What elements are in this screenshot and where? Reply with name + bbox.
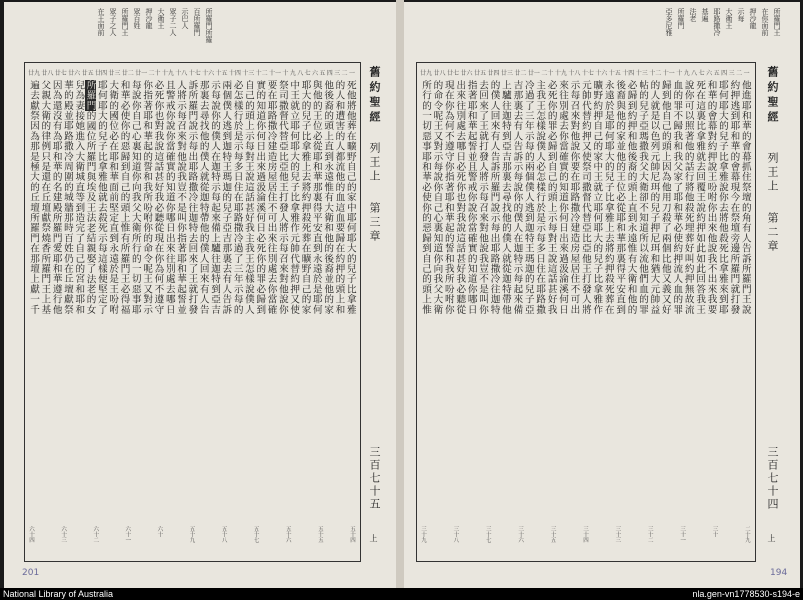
- verse-marker: 一: [743, 70, 750, 77]
- left-bottom-notes: [28, 526, 355, 550]
- verse-marker: 十八: [568, 70, 581, 77]
- bottom-note: 五十九: [188, 526, 195, 543]
- verse-marker: 五: [713, 70, 720, 77]
- text-column: 約押逃到耶和華的會幕現今在祭壇旁邊所羅門就打發: [728, 80, 740, 315]
- highlighted-name: 所羅門: [84, 80, 96, 111]
- text-column: 要在耶路撒冷建造房屋居住不可出來往別處去你當確: [265, 80, 277, 315]
- top-note: 所羅門: [677, 8, 685, 29]
- text-column: 指著耶和華起誓並且警戒你說你當確實的知道你哪日: [465, 80, 477, 315]
- right-running-chapter: 第二章: [766, 212, 779, 254]
- bottom-note: 五十五: [316, 526, 323, 543]
- text-column: 和華的會幕對約押說王吩咐你出來他說我不出來我要: [705, 80, 717, 315]
- text-column: 帖的兒子亞瑪撒我父大衛卻不知道所以流他們血的罪: [637, 80, 649, 315]
- text-column: 遍去獻祭因為那是極大的丘壇所羅門在那壇上獻一千: [28, 80, 39, 315]
- top-note: 眾子之人: [109, 8, 117, 36]
- text-column: 元帥代替約押又使祭司撒督代替亞比亞他王打發人將: [579, 80, 591, 315]
- verse-marker: 十七: [581, 70, 594, 77]
- text-column: 主我王怎樣說僕人必怎樣行於是示每多日住在耶路撒: [534, 80, 546, 315]
- bottom-note: 二十九: [743, 526, 750, 543]
- bottom-note: 五十六: [284, 526, 291, 543]
- top-note: 百所羅門: [193, 8, 201, 36]
- top-note: 示每: [737, 8, 745, 22]
- verse-marker: 三: [728, 70, 735, 77]
- verse-marker: 十: [282, 70, 289, 77]
- text-column: 死在這裏比拿雅就去回覆王說約押如此如此回答我王: [694, 80, 706, 315]
- text-column: 耶何耶大的兒子比拿雅他就去殺死示每這樣便堅定了: [95, 80, 107, 315]
- verse-marker: 二十: [541, 70, 554, 77]
- verse-marker: 廿二: [121, 70, 134, 77]
- verse-marker: 九: [683, 70, 690, 77]
- bottom-note: 三十八: [452, 526, 459, 543]
- footer-identifier: nla.gen-vn1778530-s194-e: [692, 589, 800, 599]
- verse-marker: 十二: [649, 70, 662, 77]
- verse-marker: 廿九: [420, 70, 433, 77]
- bottom-note: 三十一: [679, 526, 686, 543]
- bottom-note: 三十二: [646, 526, 653, 543]
- text-column: 華的殿並耶路撒冷周圍的城牆那時百姓仍在丘壇獻祭: [61, 80, 73, 315]
- right-text-columns: [420, 80, 750, 520]
- verse-marker: 十二: [255, 70, 268, 77]
- text-column: 自己的頭上示每對王說這話甚好我主我王怎樣說僕人: [242, 80, 254, 315]
- text-column: 必死你的罪必歸到自己的頭上示每對王說這話甚好我: [545, 80, 557, 315]
- text-column: 冷過了三年示每的兩個僕人逃到迦特王瑪迦的兒子亞: [522, 80, 534, 315]
- verse-marker: 二: [341, 70, 348, 77]
- text-column: 且警戒你說你當確實的知道你哪日出來往別處去哪日: [163, 80, 175, 315]
- bottom-note: 六十三: [60, 526, 67, 543]
- top-note: 示巴人: [181, 8, 189, 29]
- verse-marker: 十七: [188, 70, 201, 77]
- text-column: 的命令呢王又對示每說你自己心裏知道你向我父大衛: [431, 80, 443, 315]
- text-column: 必怎樣行於是示每多日住在耶路撒冷過了三年示每的: [231, 80, 243, 315]
- verse-marker: 十九: [554, 70, 567, 77]
- verse-marker: 二: [736, 70, 743, 77]
- verse-marker: 六: [706, 70, 713, 77]
- top-note: 大衛王: [725, 8, 733, 29]
- bottom-note: 五十八: [220, 526, 227, 543]
- top-note: 在你面前: [761, 8, 769, 36]
- bottom-note: 六十一: [124, 526, 131, 543]
- right-top-notes: [600, 8, 780, 54]
- verse-marker: 廿八: [433, 70, 446, 77]
- footer-source: National Library of Australia: [3, 589, 114, 599]
- verse-marker: 廿六: [68, 70, 81, 77]
- verse-marker: 八: [691, 70, 698, 77]
- top-note: 所羅門王: [121, 8, 129, 36]
- bottom-note: 六十四: [28, 526, 34, 543]
- top-note: 耶路撒冷: [713, 8, 721, 36]
- left-volume-mark: 上: [369, 534, 378, 542]
- verse-marker: 廿三: [108, 70, 121, 77]
- verse-marker: 十一: [662, 70, 675, 77]
- top-note: 法老: [689, 8, 697, 22]
- bottom-note: 三十四: [581, 526, 588, 543]
- text-column: 後裔與他的家並他的王位必從耶和華那裏得平安直到: [614, 80, 626, 315]
- verse-marker: 十六: [202, 70, 215, 77]
- left-text-columns: [28, 80, 355, 520]
- verse-marker: 廿五: [81, 70, 94, 77]
- verse-marker: 十: [676, 70, 683, 77]
- verse-marker: 十八: [175, 70, 188, 77]
- verse-marker: 十五: [608, 70, 621, 77]
- text-column: 死他將他葬在曠野自己的家中耶何耶大的兒子比拿雅: [344, 80, 356, 315]
- text-column: 中王就立耶何耶大的兒子比拿雅作元帥代替約押又使: [288, 80, 300, 315]
- text-column: 因為還沒有為耶和華的名建殿所羅門愛耶和華遵行他: [50, 80, 62, 315]
- bottom-note: 五十四: [348, 526, 355, 543]
- text-column: 必歸到約押和他後裔的頭上直到永遠惟有大衛和他的: [625, 80, 637, 315]
- verse-marker: 七: [698, 70, 705, 77]
- footer-bar: [0, 588, 803, 600]
- text-column: 兒為妻接她進入大衛城直等到造完了自己的宮和耶和: [73, 80, 85, 315]
- verse-marker: 十五: [215, 70, 228, 77]
- verse-marker: 四: [326, 70, 333, 77]
- bottom-note: 三十九: [420, 526, 426, 543]
- text-column: 吉那裏去有人告訴示每說你的僕人在迦特示每起來備: [511, 80, 523, 315]
- text-column: 示每召來對他說你要在耶路撒冷建造房屋居住不可出: [568, 80, 580, 315]
- text-column: 血的罪不歸我和我父家了耶和華必使約押流人血的罪: [671, 80, 683, 315]
- bottom-note: 三十五: [549, 526, 556, 543]
- right-page: [404, 2, 800, 588]
- verse-marker: 四: [721, 70, 728, 77]
- right-running-book: 列王上: [766, 152, 779, 194]
- verse-marker: 廿六: [460, 70, 473, 77]
- bottom-note: 六十二: [92, 526, 99, 543]
- text-column: 曠野約押自己的家中王就立耶何耶大的兒子比拿雅作: [591, 80, 603, 315]
- left-page: [4, 2, 396, 588]
- left-running-book: 列王上: [368, 142, 381, 184]
- verse-marker: 八: [297, 70, 304, 77]
- text-column: 的僕人回來有人告訴所羅門說示每出耶路撒冷往迦特: [488, 80, 500, 315]
- left-pencil-mark: 201: [22, 568, 40, 578]
- text-column: 必死你也對我說這話甚好我必聽從現在你為何不遵守: [152, 80, 164, 315]
- bottom-note: 三十七: [484, 526, 491, 543]
- text-column: 的人和遭害的人都流他的血這血要歸在約押的頭上和: [333, 80, 345, 315]
- right-verse-ruler: [420, 68, 750, 77]
- bottom-note: 五十七: [252, 526, 259, 543]
- text-column: 祭司撒督代替亞比亞他王打發人將示每召來對他說你: [276, 80, 288, 315]
- text-column: 的人就是以色列元帥尼珥的兒子押尼珥和猶大元帥益: [648, 80, 660, 315]
- verse-marker: 十三: [635, 70, 648, 77]
- verse-marker: 二十: [148, 70, 161, 77]
- top-note: 眾子二人: [169, 8, 177, 36]
- top-note: 押沙龍: [145, 8, 153, 29]
- right-volume-mark: 上: [767, 534, 776, 542]
- text-column: 大衛的國位必在耶和華面前堅定直到永遠於是王吩咐: [107, 80, 119, 315]
- text-column: 和華必使你的惡歸到自己的頭上惟有所羅門王必得福: [118, 80, 130, 315]
- text-column: 去回來了王就打發人將示每召來對他說我豈不是叫你: [477, 80, 489, 315]
- verse-marker: 六: [311, 70, 318, 77]
- bottom-note: 三十六: [517, 526, 524, 543]
- verse-marker: 廿七: [54, 70, 67, 77]
- verse-marker: 廿七: [446, 70, 459, 77]
- text-column: 歸到他自己的頭上因為他用刀殺了兩個比他又義又好: [659, 80, 671, 315]
- text-column: 那裏去尋找他的僕人就從迦特帶他的僕人回來有人告: [197, 80, 209, 315]
- verse-marker: 十三: [242, 70, 255, 77]
- verse-marker: 十四: [622, 70, 635, 77]
- text-column: 說你可以照著他的話行將他殺死埋葬好叫約押無故流: [682, 80, 694, 315]
- verse-marker: 一: [348, 70, 355, 77]
- text-column: 出來往別處去哪日必死你也對我說這話甚好我必聽從: [454, 80, 466, 315]
- verse-marker: 十四: [228, 70, 241, 77]
- text-column: 訴所羅門說示每出耶路撒冷往迦特去回來了王就打發: [186, 80, 198, 315]
- verse-marker: 廿八: [41, 70, 54, 77]
- right-page-number: 三百七十四: [766, 446, 779, 511]
- text-column: 示每說你的僕人在迦特示每起來備上驢往迦特到亞吉: [209, 80, 220, 315]
- left-running-title: 舊約聖經: [368, 66, 381, 126]
- text-column: 他後裔的頭上直到永遠惟有大衛和他的後裔並他的家: [322, 80, 334, 315]
- text-column: 父親大衛的律例只是還在丘壇獻祭燒香所羅門王上基: [39, 80, 51, 315]
- verse-marker: 九: [289, 70, 296, 77]
- book-gutter: [396, 0, 404, 588]
- right-pencil-mark: 194: [770, 568, 788, 578]
- verse-marker: 廿一: [527, 70, 540, 77]
- verse-marker: 廿四: [94, 70, 107, 77]
- top-note: 在王面前: [97, 8, 105, 36]
- text-column: 人將示每召來對他說我豈不是叫你指著耶和華起誓並: [175, 80, 187, 315]
- verse-marker: 廿一: [135, 70, 148, 77]
- bottom-note: 三十: [711, 526, 718, 537]
- verse-marker: 五: [319, 70, 326, 77]
- verse-marker: 七: [304, 70, 311, 77]
- left-page-number: 三百七十五: [368, 446, 381, 511]
- text-column: 耶大的兒子比拿雅上去將約押殺死葬在曠野自己的家: [299, 80, 311, 315]
- top-note: 所羅門王: [773, 8, 781, 36]
- text-column: 與他的王位必從耶和華那裏得平安直到永遠於是耶何: [310, 80, 322, 315]
- verse-marker: 廿五: [473, 70, 486, 77]
- text-column: 每說你自己心裏知道你向我父大衛所行的一切惡事耶: [129, 80, 141, 315]
- text-column: 兩個僕人逃到迦特王瑪迦的兒子亞吉那裏去有人告訴: [220, 80, 232, 315]
- verse-marker: 三: [334, 70, 341, 77]
- top-note: 基遍: [701, 8, 709, 22]
- bottom-note: 三十三: [614, 526, 621, 543]
- verse-marker: 十六: [595, 70, 608, 77]
- text-column: 實的知道你何日出來過汲淪溪何日必死你的罪必歸到: [254, 80, 266, 315]
- text-column: 所行的一切惡事耶和華必使你的惡歸到自己的頭上惟: [420, 80, 431, 315]
- text-column: 耶何耶大的兒子比拿雅說你去將他殺死比拿雅來到耶: [716, 80, 728, 315]
- left-verse-ruler: [28, 68, 355, 77]
- text-column: 你指著耶和華起的誓和我所吩咐你的命令呢王又對示: [141, 80, 153, 315]
- verse-marker: 廿四: [487, 70, 500, 77]
- verse-marker: 十九: [161, 70, 174, 77]
- text-column: 他進耶和華的會幕抓住祭壇的角有人告訴所羅門王說: [739, 80, 751, 315]
- verse-marker: 廿三: [500, 70, 513, 77]
- top-note: 亞多尼雅: [665, 8, 673, 36]
- left-top-notes: [22, 8, 212, 54]
- top-note: 押沙龍: [749, 8, 757, 29]
- verse-marker: 廿九: [28, 70, 41, 77]
- text-column: 現在你為何不遵守你指著耶和華起的誓和我所吩咐你: [442, 80, 454, 315]
- right-running-title: 舊約聖經: [766, 66, 779, 126]
- text-column: 所羅門的國位所羅門與埃及王法老結親娶了法老的女: [84, 80, 96, 315]
- right-bottom-notes: [420, 526, 750, 550]
- verse-marker: 廿二: [514, 70, 527, 77]
- bottom-note: 六十: [156, 526, 163, 537]
- left-running-chapter: 第三章: [368, 202, 381, 244]
- top-note: 所羅門所羅: [205, 8, 213, 43]
- top-note: 大衛王: [157, 8, 165, 29]
- top-note: 眾百姓: [133, 8, 141, 29]
- text-column: 來往別處去你當確實的知道你何日出來過汲淪溪何日: [557, 80, 569, 315]
- text-column: 上驢往迦特到亞吉那裏去尋找他的僕人就從迦特帶他: [499, 80, 511, 315]
- verse-marker: 十一: [269, 70, 282, 77]
- text-column: 永遠於是耶何耶大的兒子比拿雅上去將約押殺死葬在: [602, 80, 614, 315]
